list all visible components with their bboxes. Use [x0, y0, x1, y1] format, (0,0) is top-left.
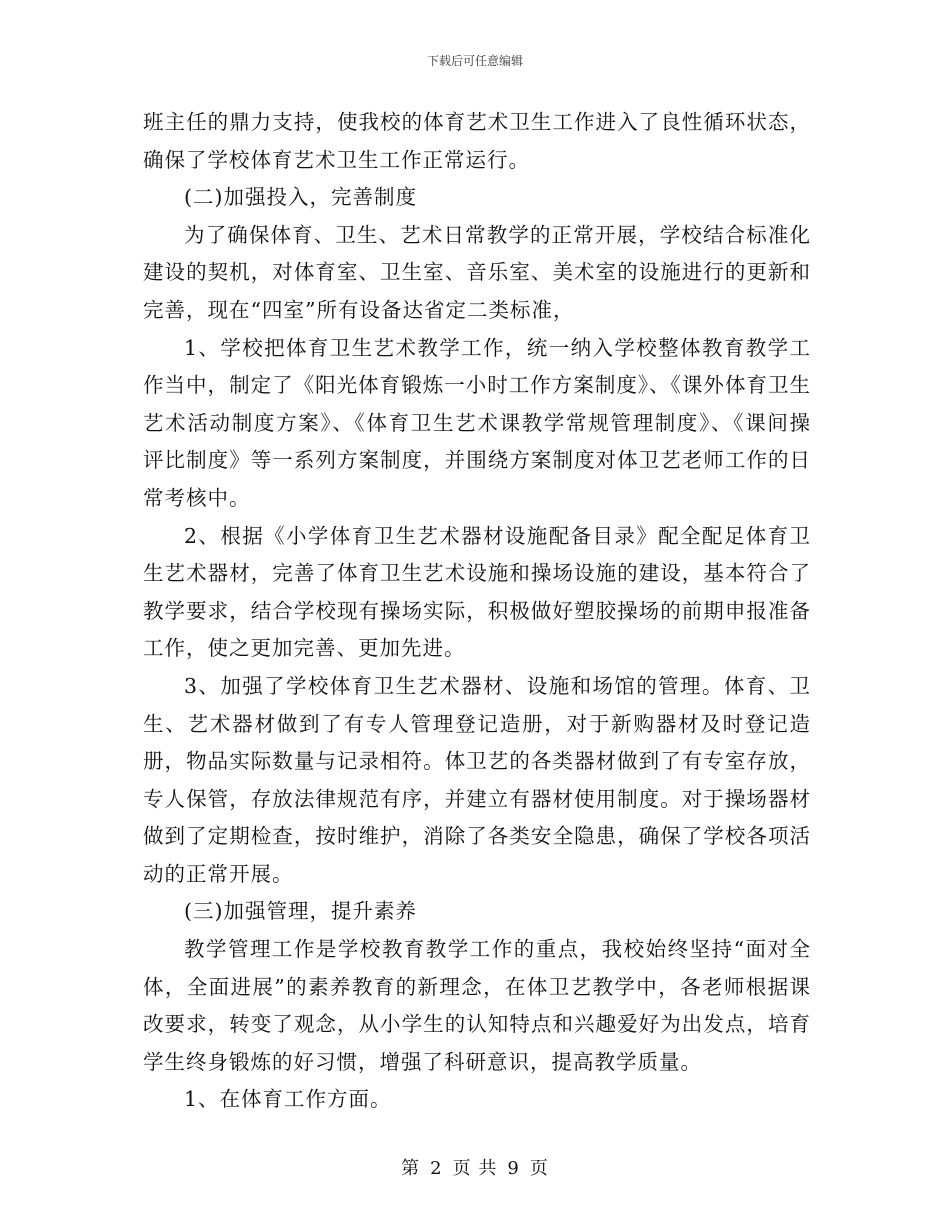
page-footer — [0, 1154, 950, 1180]
footer-page-number: 2 — [430, 1158, 443, 1179]
footer-mid: 页 共 — [452, 1158, 498, 1179]
footer-prefix: 第 — [401, 1158, 421, 1179]
paragraph-6: 3、加强了学校体育卫生艺术器材、设施和场馆的管理。体育、卫生、艺术器材做到了有专人管理登记造册，对于新购器材及时登记造册，物品实际数量与记录相符。体卫艺的各类器材做到了有专室存放，专人保管，存放法律规范有序，并建立有器材使用制度。对于操场器材做到了定期检查，按时维护，消除了各类安全隐患，确保了学校各项活动的正常开展。 — [143, 673, 811, 886]
document-body — [143, 104, 811, 1119]
section-heading-3: (三)加强管理，提升素养 — [184, 899, 417, 924]
paragraph-4: 1、学校把体育卫生艺术教学工作，统一纳入学校整体教育教学工作当中，制定了《阳光体育锻炼一小时工作方案制度》、《课外体育卫生艺术活动制度方案》、《体育卫生艺术课教学常规管理制度》、《课间操评比制度》等一系列方案制度，并围绕方案制度对体卫艺老师工作的日常考核中。 — [143, 335, 811, 510]
paragraph-8: 教学管理工作是学校教育教学工作的重点，我校始终坚持“面对全体，全面进展”的素养教育的新理念，在体卫艺教学中，各老师根据课改要求，转变了观念，从小学生的认知特点和兴趣爱好为出发点，培育学生终身锻炼的好习惯，增强了科研意识，提高教学质量。 — [143, 937, 811, 1074]
paragraph-1: 班主任的鼎力支持，使我校的体育艺术卫生工作进入了良性循环状态，确保了学校体育艺术卫生工作正常运行。 — [143, 110, 811, 172]
paragraph-3: 为了确保体育、卫生、艺术日常教学的正常开展，学校结合标准化建设的契机，对体育室、卫生室、音乐室、美术室的设施进行的更新和完善，现在“四室”所有设备达省定二类标准， — [143, 222, 811, 322]
paragraph-5: 2、根据《小学体育卫生艺术器材设施配备目录》配全配足体育卫生艺术器材，完善了体育卫生艺术设施和操场设施的建设，基本符合了教学要求，结合学校现有操场实际，积极做好塑胶操场的前期申报准备工作，使之更加完善、更加先进。 — [143, 523, 811, 661]
page-header: 下载后可任意编辑 — [426, 54, 523, 68]
section-heading-2: (二)加强投入，完善制度 — [184, 185, 417, 210]
paragraph-9: 1、在体育工作方面。 — [184, 1087, 392, 1112]
footer-suffix: 页 — [529, 1158, 549, 1179]
footer-total-pages: 9 — [507, 1158, 520, 1179]
